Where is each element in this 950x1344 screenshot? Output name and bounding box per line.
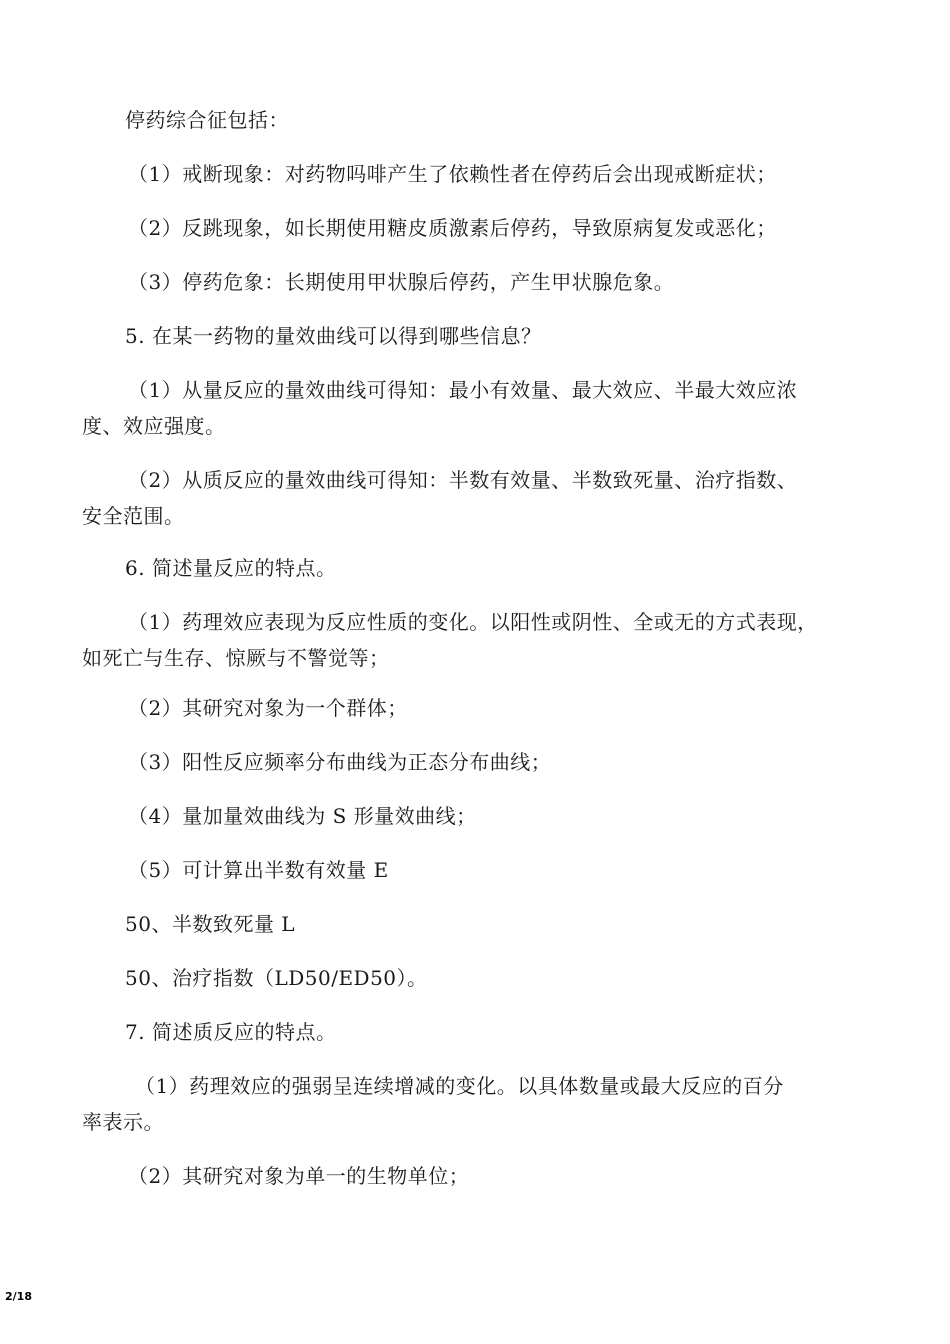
text-line-13: （2）其研究对象为一个群体； <box>128 696 408 720</box>
question-6-heading: 6. 简述量反应的特点。 <box>125 556 337 580</box>
text-line-1: 停药综合征包括： <box>125 108 289 132</box>
text-line-20: （1）药理效应的强弱呈连续增减的变化。以具体数量或最大反应的百分 <box>135 1074 784 1098</box>
page-number: 2/18 <box>5 1290 32 1303</box>
text-line-6: （1）从量反应的量效曲线可得知：最小有效量、最大效应、半最大效应浓 <box>128 378 798 402</box>
text-line-22: （2）其研究对象为单一的生物单位； <box>128 1164 470 1188</box>
text-line-21: 率表示。 <box>82 1110 164 1134</box>
text-line-11: （1）药理效应表现为反应性质的变化。以阳性或阴性、全或无的方式表现， <box>128 610 818 634</box>
text-line-16: （5）可计算出半数有效量 E <box>128 858 389 882</box>
question-7-heading: 7. 简述质反应的特点。 <box>125 1020 337 1044</box>
text-line-9: 安全范围。 <box>82 504 185 528</box>
text-line-18: 50、治疗指数（LD50/ED50）。 <box>125 966 428 990</box>
text-line-12: 如死亡与生存、惊厥与不警觉等； <box>82 646 390 670</box>
text-line-7: 度、效应强度。 <box>82 414 226 438</box>
text-line-17: 50、半数致死量 L <box>125 912 296 936</box>
question-5-heading: 5. 在某一药物的量效曲线可以得到哪些信息？ <box>125 324 542 348</box>
text-line-4: （3）停药危象：长期使用甲状腺后停药，产生甲状腺危象。 <box>128 270 675 294</box>
text-line-3: （2）反跳现象，如长期使用糖皮质激素后停药，导致原病复发或恶化； <box>128 216 777 240</box>
text-line-15: （4）量加量效曲线为 S 形量效曲线； <box>128 804 477 828</box>
text-line-8: （2）从质反应的量效曲线可得知：半数有效量、半数致死量、治疗指数、 <box>128 468 798 492</box>
text-line-2: （1）戒断现象：对药物吗啡产生了依赖性者在停药后会出现戒断症状； <box>128 162 777 186</box>
text-line-14: （3）阳性反应频率分布曲线为正态分布曲线； <box>128 750 552 774</box>
